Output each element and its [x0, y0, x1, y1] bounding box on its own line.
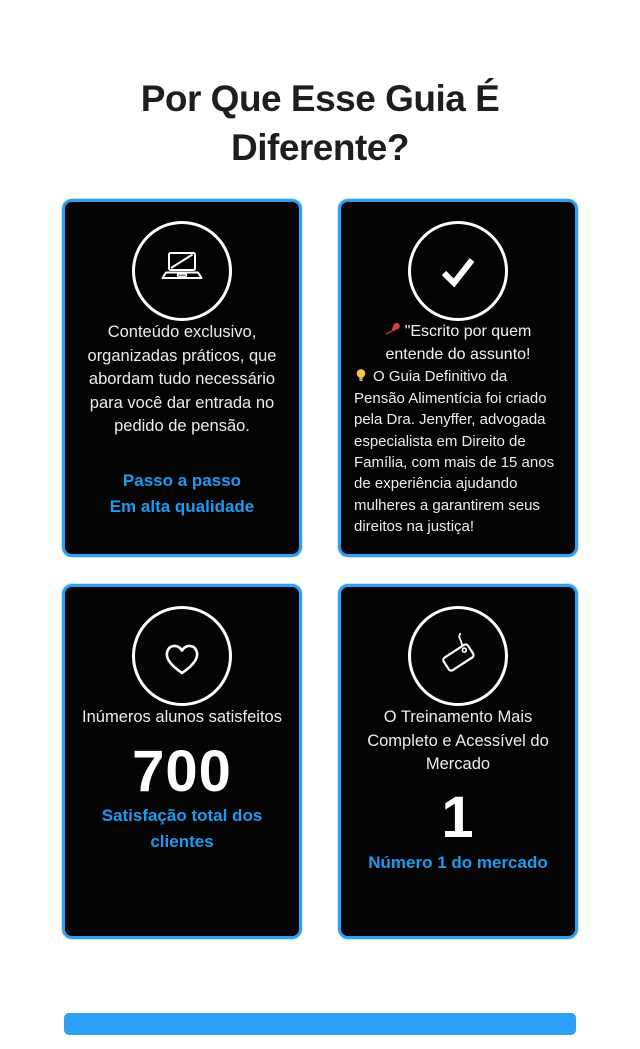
card-satisfied-students	[62, 584, 302, 939]
card-paragraph-text: O Guia Definitivo da Pensão Alimentícia foi criado pela Dra. Jenyffer, advogada especialista em Direito de Família, com mais de 15 anos de experiência ajudando mulheres a garantirem seus direitos na justiça!	[354, 368, 555, 536]
heart-icon	[132, 606, 232, 706]
checkmark-icon	[408, 221, 508, 321]
pushpin-emoji-icon	[385, 323, 400, 338]
page-title-line1: Por Que Esse Guia É	[140, 77, 500, 119]
stat-highlight: Número 1 do mercado	[368, 852, 548, 872]
highlight-line: Passo a passo	[122, 470, 242, 490]
card-highlight-lines	[110, 468, 255, 531]
highlight-line: Em alta qualidade	[109, 497, 255, 517]
stat-label: Inúmeros alunos satisfeitos	[82, 708, 282, 727]
card-written-by-expert	[338, 199, 578, 557]
laptop-icon	[132, 221, 232, 321]
landing-section	[0, 25, 640, 1049]
stat-value: 700	[132, 738, 232, 804]
page-title	[0, 25, 640, 173]
card-paragraph	[354, 366, 562, 538]
page-title-line2: Diferente?	[231, 126, 409, 168]
card-paragraph: Conteúdo exclusivo, organizadas práticos, que abordam tudo necessário para você dar entrada no pedido de pensão.	[87, 323, 277, 436]
tag-icon	[408, 606, 508, 706]
stat-label: O Treinamento Mais Completo e Acessível do Mercado	[367, 708, 549, 773]
card-market-leader	[338, 584, 578, 939]
stat-highlight: Satisfação total dos clientes	[101, 806, 263, 851]
stat-value: 1	[441, 784, 475, 850]
card-exclusive-content	[62, 199, 302, 557]
feature-card-grid	[62, 199, 578, 939]
lightbulb-emoji-icon	[354, 368, 368, 383]
card-headline	[358, 321, 558, 366]
card-headline-text: "Escrito por quem entende do assunto!	[385, 323, 532, 363]
